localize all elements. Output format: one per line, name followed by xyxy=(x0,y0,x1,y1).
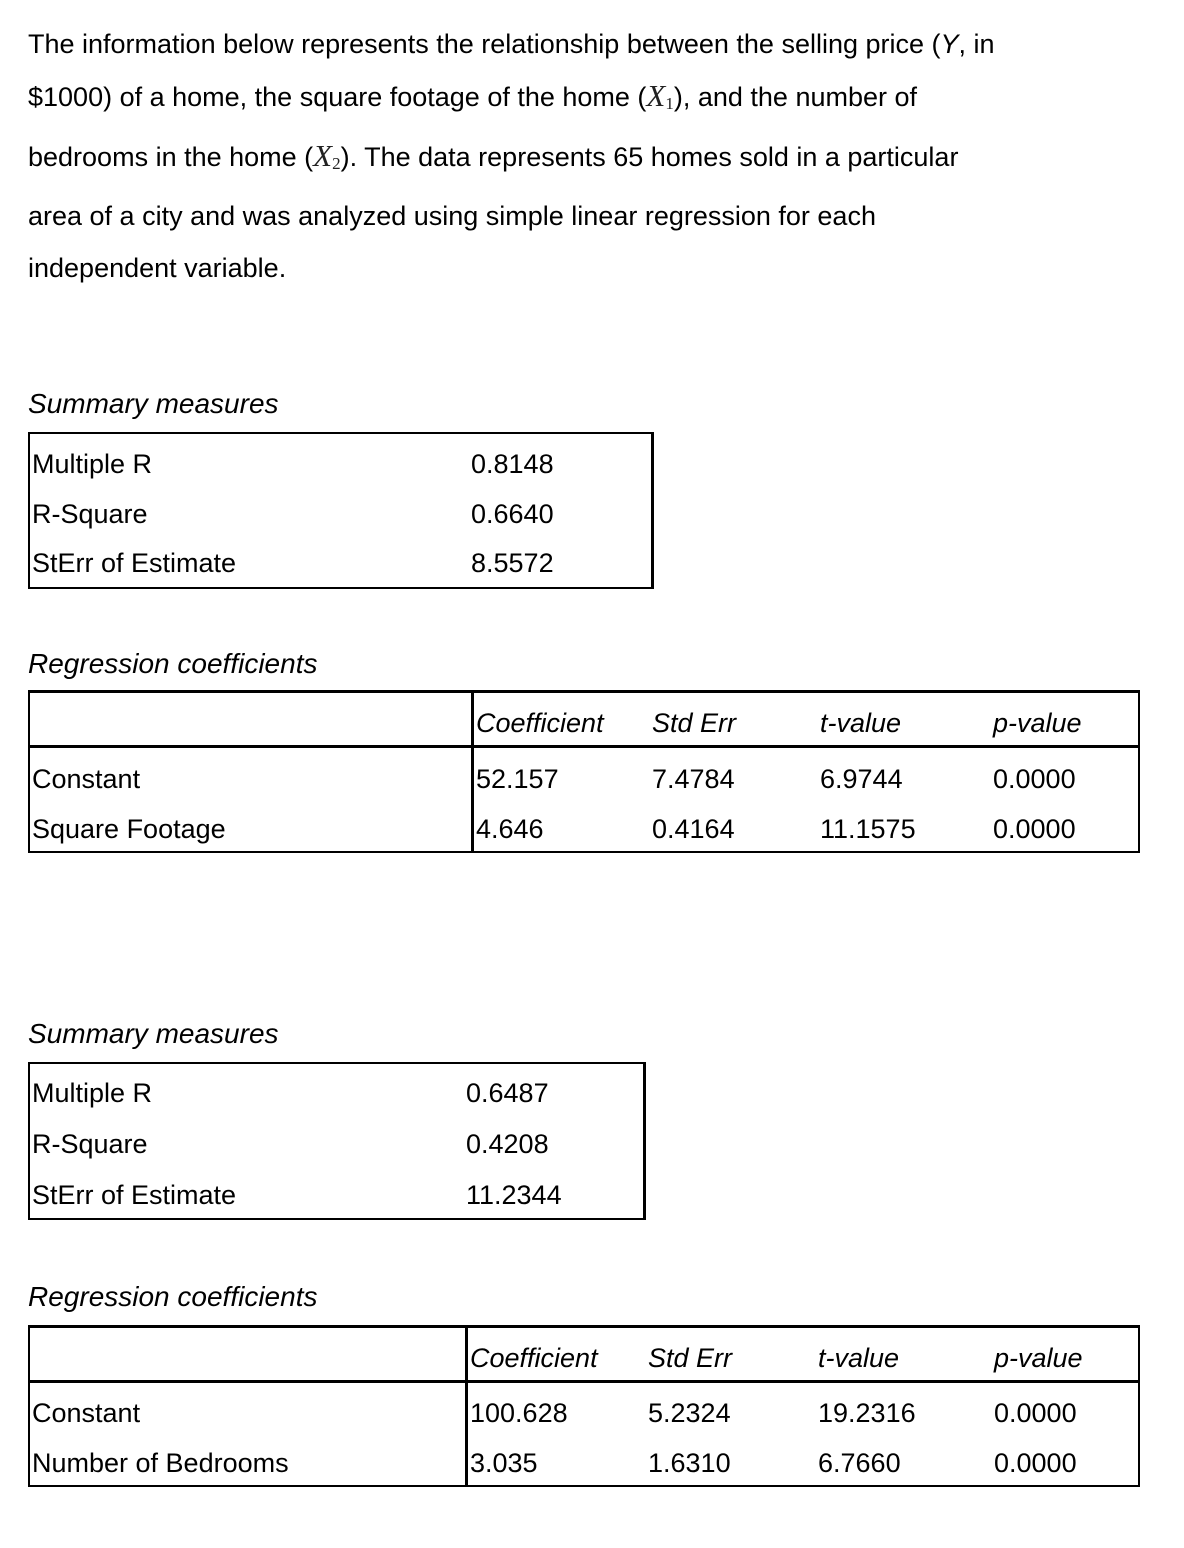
p-value: 0.0000 xyxy=(994,1448,1077,1478)
header-coefficient: Coefficient xyxy=(476,708,604,738)
x2-variable: $X_2$ xyxy=(313,138,341,173)
header-std-err: Std Err xyxy=(648,1343,733,1373)
summary-value: 0.6487 xyxy=(466,1078,549,1108)
row-label: Number of Bedrooms xyxy=(32,1448,289,1478)
summary-row xyxy=(30,439,651,489)
coef-title-2: Regression coefficients xyxy=(28,1281,318,1312)
intro-line-1: The information below represents the relationship between the selling price (Y, in xyxy=(28,29,995,59)
summary-row xyxy=(30,1119,643,1169)
coef-table-1 xyxy=(28,690,1140,853)
summary-value: 0.6640 xyxy=(471,499,554,529)
t-value: 19.2316 xyxy=(818,1398,916,1428)
intro-line-4: area of a city and was analyzed using simple linear regression for each xyxy=(28,201,876,231)
p-value: 0.0000 xyxy=(993,764,1076,794)
t-value: 11.1575 xyxy=(820,814,916,844)
summary-label: R-Square xyxy=(32,1129,148,1159)
summary-label: StErr of Estimate xyxy=(32,548,237,578)
row-label: Square Footage xyxy=(32,814,226,844)
summary-label: StErr of Estimate xyxy=(32,1180,237,1210)
summary-row xyxy=(30,538,651,588)
summary-row xyxy=(30,1068,643,1118)
summary-value: 0.8148 xyxy=(471,449,554,479)
intro-line-5: independent variable. xyxy=(28,253,287,283)
std-err-value: 0.4164 xyxy=(652,814,735,844)
std-err-value: 7.4784 xyxy=(652,764,735,794)
summary-label: R-Square xyxy=(32,499,148,529)
std-err-value: 5.2324 xyxy=(648,1398,731,1428)
p-value: 0.0000 xyxy=(993,814,1076,844)
summary-row xyxy=(30,489,651,539)
header-coefficient: Coefficient xyxy=(470,1343,598,1373)
intro-line-2: $1000) of a home, the square footage of the home $(X_1)$, and the number of xyxy=(28,78,918,113)
summary-title-2: Summary measures xyxy=(28,1018,279,1049)
intro-paragraph xyxy=(28,18,1138,294)
header-t-value: t-value xyxy=(820,708,902,738)
coefficient-value: 100.628 xyxy=(470,1398,568,1428)
coef-title-1: Regression coefficients xyxy=(28,648,318,679)
divider xyxy=(471,693,474,851)
summary-table-1 xyxy=(28,432,654,589)
coefficient-value: 3.035 xyxy=(470,1448,538,1478)
p-value: 0.0000 xyxy=(994,1398,1077,1428)
y-variable: Y xyxy=(940,29,959,59)
header-std-err: Std Err xyxy=(652,708,737,738)
row-label: Constant xyxy=(32,1398,141,1428)
summary-table-2 xyxy=(28,1062,646,1220)
std-err-value: 1.6310 xyxy=(648,1448,731,1478)
summary-label: Multiple R xyxy=(32,449,153,479)
header-p-value: p-value xyxy=(993,708,1082,738)
t-value: 6.9744 xyxy=(820,764,903,794)
summary-row xyxy=(30,1170,643,1220)
summary-title-1: Summary measures xyxy=(28,388,279,419)
summary-value: 11.2344 xyxy=(466,1180,562,1210)
t-value: 6.7660 xyxy=(818,1448,901,1478)
summary-value: 8.5572 xyxy=(471,548,554,578)
row-label: Constant xyxy=(32,764,141,794)
coefficient-value: 4.646 xyxy=(476,814,544,844)
header-p-value: p-value xyxy=(994,1343,1083,1373)
x1-variable: $X_1$ xyxy=(646,78,674,113)
divider xyxy=(465,1328,468,1485)
coefficient-value: 52.157 xyxy=(476,764,559,794)
header-t-value: t-value xyxy=(818,1343,900,1373)
intro-line-3: bedrooms in the home $(X_2)$. The data represents 65 homes sold in a particular xyxy=(28,138,959,173)
coef-table-2 xyxy=(28,1325,1140,1487)
summary-label: Multiple R xyxy=(32,1078,153,1108)
summary-value: 0.4208 xyxy=(466,1129,549,1159)
